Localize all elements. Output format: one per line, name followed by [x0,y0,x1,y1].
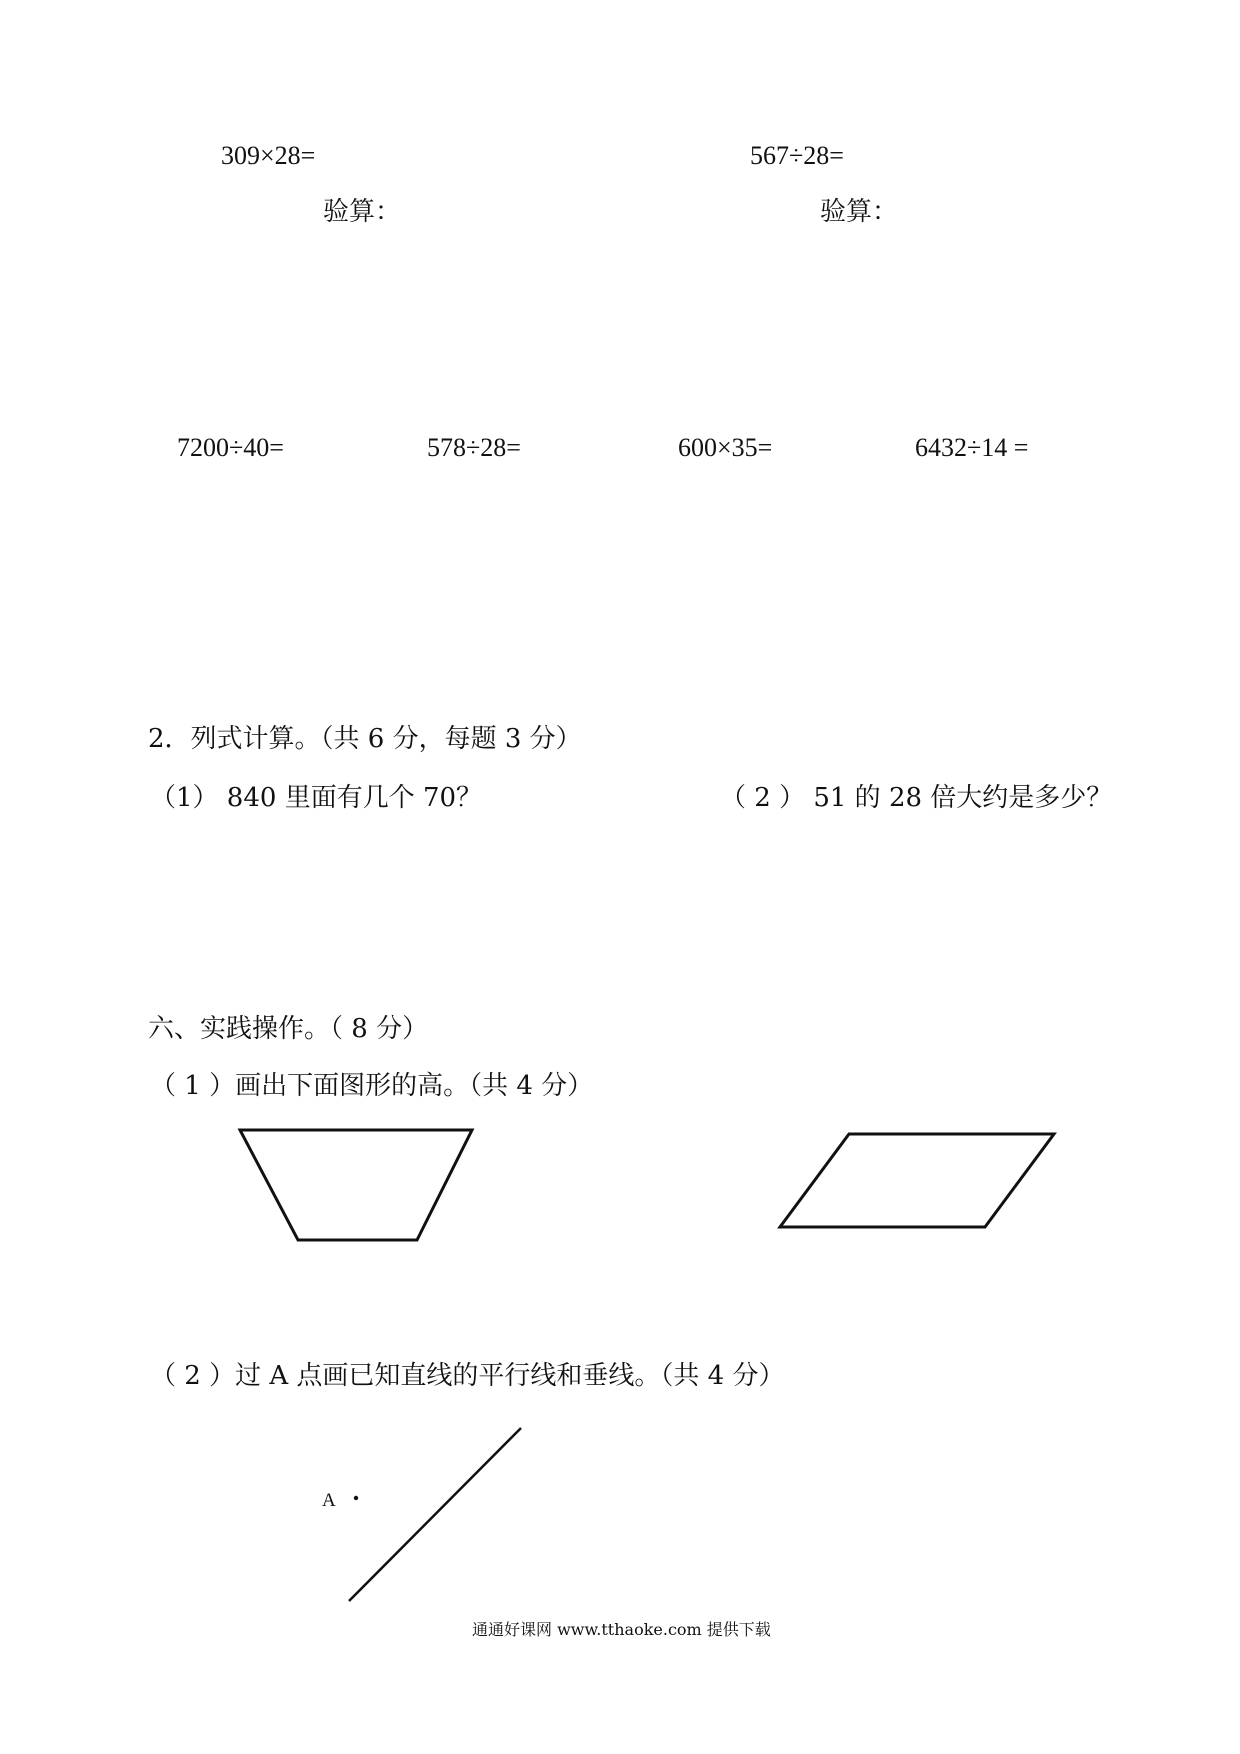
given-line [349,1428,521,1601]
point-a-label: A [322,1490,336,1511]
section2-heading: 2．列式计算。（共 6 分，每题 3 分） [148,724,582,754]
calc-567div28: 567÷28= [750,141,844,170]
calc-6432div14: 6432÷14 = [915,433,1029,462]
check-label-right: 验算： [820,197,899,227]
trapezoid-figure [240,1130,472,1240]
section6-heading: 六、实践操作。（ 8 分） [148,1014,429,1044]
calc-7200div40: 7200÷40= [177,433,284,462]
calc-600x35: 600×35= [678,433,773,462]
point-a-dot [354,1496,358,1500]
section6-part1: （ 1 ）画出下面图形的高。（共 4 分） [150,1071,594,1101]
footer-credit: 通通好课网 www.tthaoke.com 提供下载 [472,1620,771,1639]
section2-question-1: （1） 840 里面有几个 70？ [150,783,483,813]
calc-578div28: 578÷28= [427,433,521,462]
section2-question-2: （ 2 ） 51 的 28 倍大约是多少？ [720,783,1113,813]
parallelogram-figure [780,1134,1054,1227]
section6-part2: （ 2 ）过 A 点画已知直线的平行线和垂线。（共 4 分） [150,1361,785,1391]
check-label-left: 验算： [323,197,402,227]
calc-309x28: 309×28= [221,141,316,170]
